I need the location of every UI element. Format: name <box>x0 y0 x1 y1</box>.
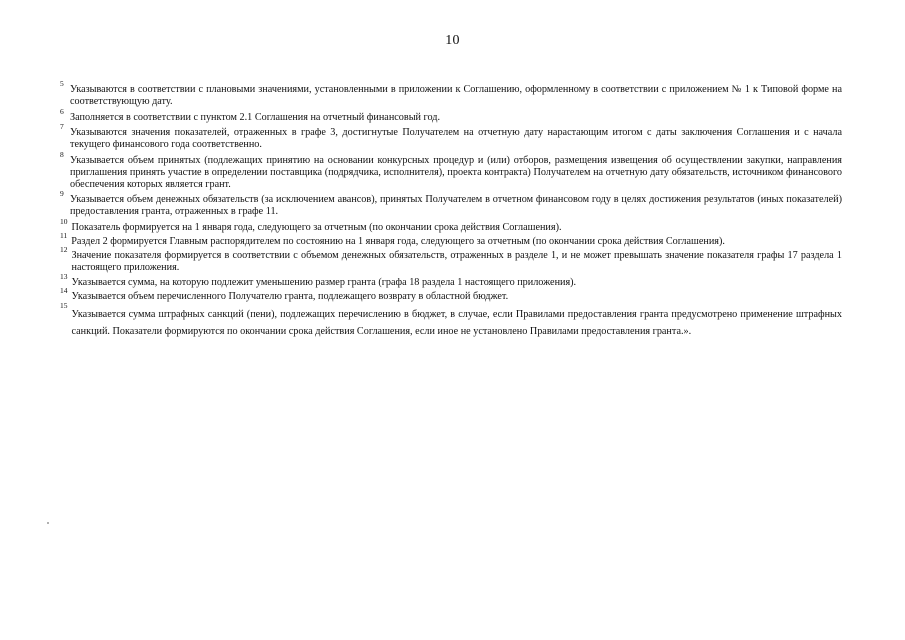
footnote-5 <box>60 79 842 108</box>
footnote-text: Заполняется в соответствии с пунктом 2.1 Соглашения на отчетный финансовый год. <box>70 111 441 123</box>
footnote-10 <box>60 216 842 234</box>
footnote-11 <box>60 230 842 248</box>
footnote-marker: 7 <box>60 122 64 131</box>
footnote-12 <box>60 244 842 274</box>
footnote-text: Указывается объем перечисленного Получателю гранта, подлежащего возврату в областной бюджет. <box>71 291 509 302</box>
page-number: 10 <box>445 33 460 48</box>
footnote-text: Указываются в соответствии с плановыми значениями, установленными в приложении к Соглашению, оформленному в соответствии с приложением № 1 к Типовой форме на соответствующую дату. <box>70 84 842 107</box>
footnote-text: Значение показателя формируется в соответствии с объемом денежных обязательств, отраженных в разделе 1, и не может превышать значение показателя графы 17 раздела 1 настоящего приложения. <box>71 249 842 273</box>
footnotes-list <box>60 79 842 344</box>
footnote-text: Указывается сумма, на которую подлежит уменьшению размер гранта (графа 18 раздела 1 настоящего приложения). <box>71 277 577 288</box>
footnote-6 <box>60 106 842 124</box>
footnote-marker: 5 <box>60 79 64 88</box>
footnote-marker: 14 <box>60 286 68 295</box>
footnote-marker: 9 <box>60 189 64 198</box>
scan-speck <box>47 522 49 524</box>
footnote-marker: 6 <box>60 106 64 116</box>
footnote-text: Указывается сумма штрафных санкций (пени), подлежащих перечислению в бюджет, в случае, если Правилами предоставления гранта предусмотрено применение штрафных санкций. Показатели формируются по окончании срока действия Соглашения, если иное не установлено Правилами предоставления гранта.». <box>71 309 842 337</box>
footnote-7 <box>60 122 842 151</box>
footnote-text: Указываются значения показателей, отраженных в графе 3, достигнутые Получателем на отчетную дату нарастающим итогом с даты заключения Соглашения и с начала текущего финансового года соответственно. <box>70 127 842 150</box>
footnote-text: Указывается объем денежных обязательств (за исключением авансов), принятых Получателем в отчетном финансовом году в целях достижения результатов (иных показателей) предоставления гранта, отраженных в графе 11. <box>70 194 842 217</box>
footnote-9 <box>60 189 842 218</box>
footnote-8 <box>60 149 842 191</box>
footnote-text: Указывается объем принятых (подлежащих принятию на основании конкурсных процедур и (или) отборов, размещения извещения об осуществлении закупки, направления приглашения принять участие в определении поставщика (подрядчика, исполнителя), проекта контракта) Получателем на отчетную дату обязательств, источником финансового обеспечения которых является грант. <box>70 154 842 190</box>
footnote-marker: 10 <box>60 216 68 226</box>
footnote-15 <box>60 301 842 340</box>
footnote-text: Раздел 2 формируется Главным распорядителем по состоянию на 1 января года, следующего за отчетным (по окончании срока действия Соглашения). <box>71 235 725 247</box>
footnote-marker: 8 <box>60 149 64 159</box>
footnote-marker: 13 <box>60 272 68 281</box>
footnote-14 <box>60 286 842 303</box>
footnote-text: Показатель формируется на 1 января года, следующего за отчетным (по окончании срока действия Соглашения). <box>71 221 562 233</box>
footnote-marker: 15 <box>60 301 68 310</box>
footnote-13 <box>60 272 842 289</box>
footnote-marker: 11 <box>60 230 68 240</box>
footnote-marker: 12 <box>60 244 68 254</box>
